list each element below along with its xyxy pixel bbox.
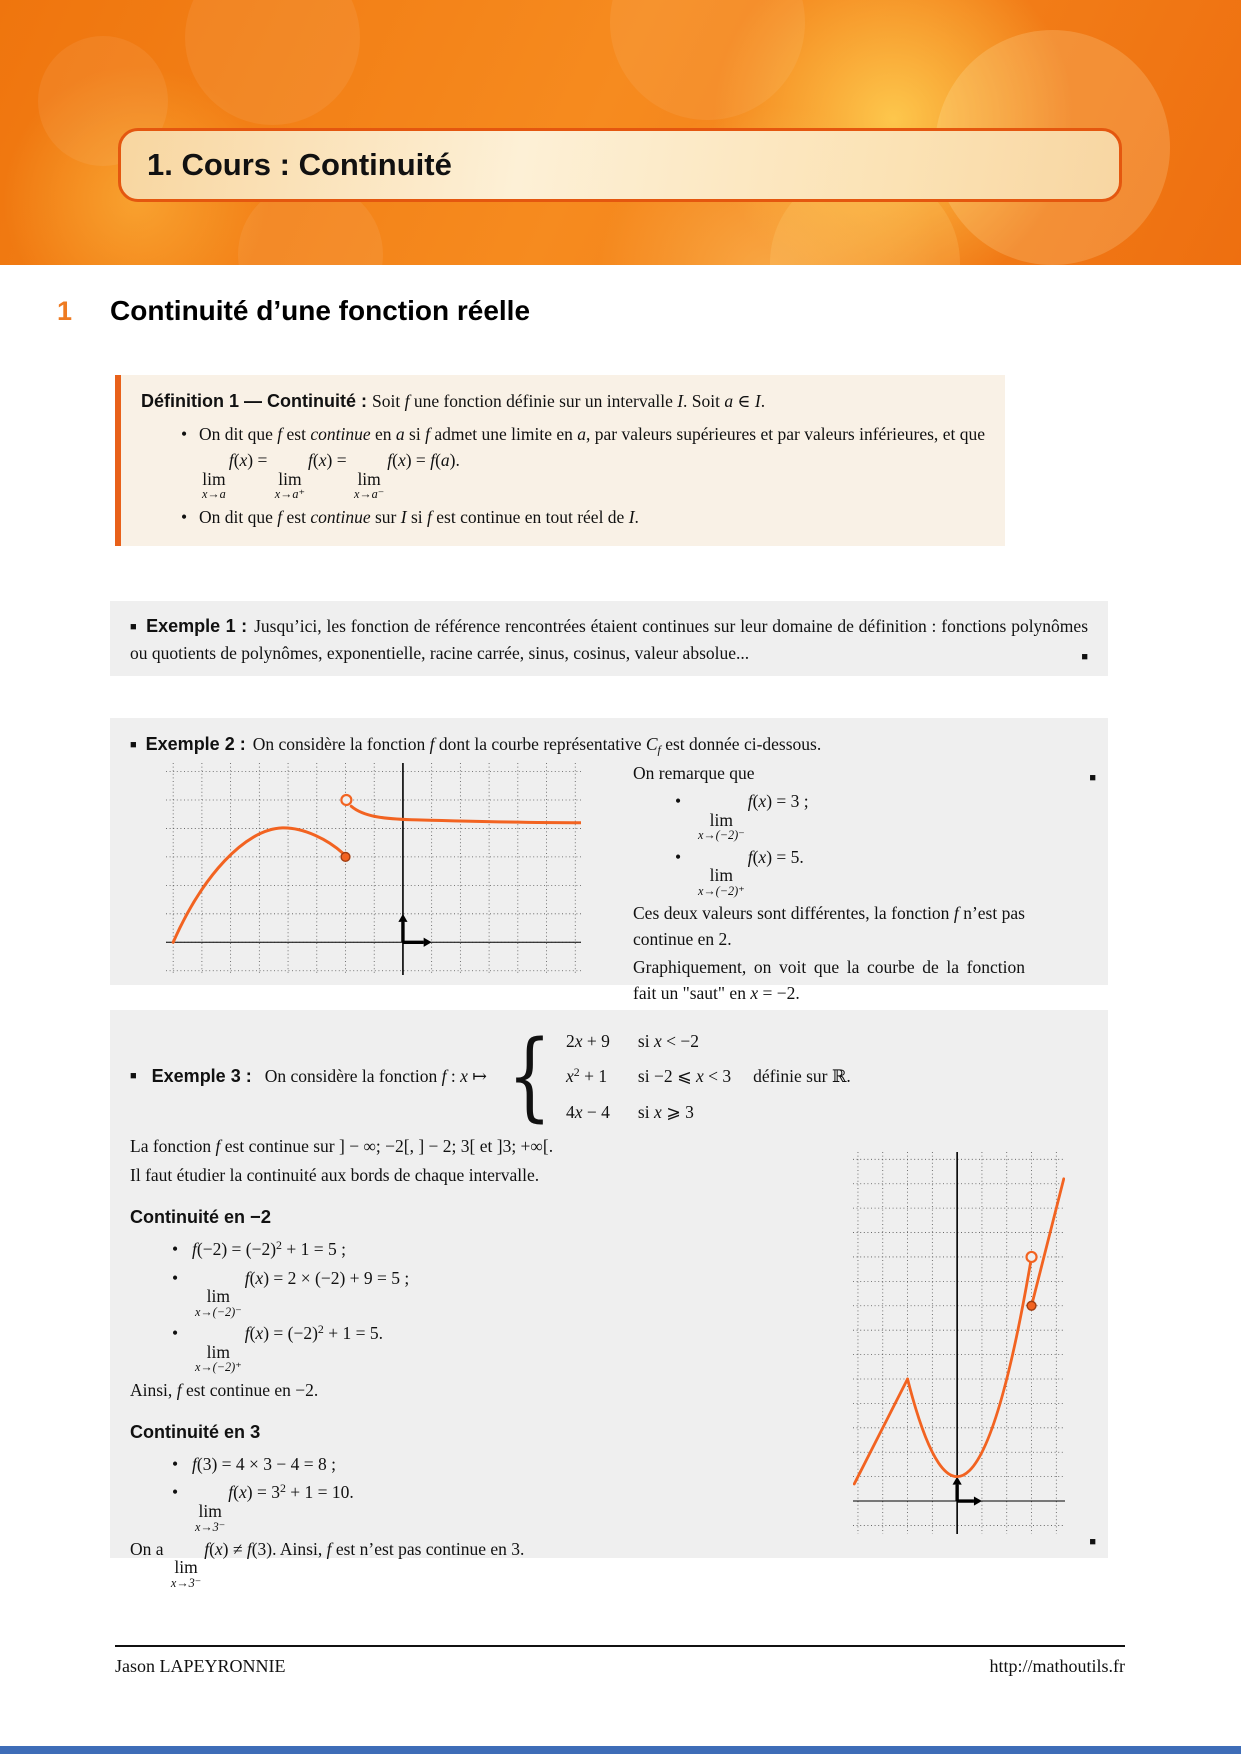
- example2-paragraph: [130, 731, 1088, 758]
- limit-item: • lim x→(−2)⁺ $f(x) = (-2)^2 + 1 = 5$.: [192, 1320, 790, 1374]
- example1-paragraph: [130, 613, 1088, 666]
- bokeh-circle: [610, 0, 805, 120]
- section-heading: [57, 290, 530, 332]
- case-formula: $x^2 + 1$: [566, 1065, 608, 1087]
- example2-limit-list: [633, 788, 1025, 897]
- case-condition: si x < −2: [637, 1031, 699, 1051]
- case-condition: si x ⩾ 3: [637, 1101, 694, 1122]
- definition-bullet: • On dit que f est continue sur I si f est continue en tout réel de I.: [199, 504, 985, 530]
- limit-item: • lim x→(−2)⁺ f(x) = 5.: [695, 844, 1025, 898]
- footer-author: Jason LAPEYRONNIE: [115, 1656, 286, 1676]
- continuity-at-3-list: [130, 1451, 790, 1533]
- example3-body: [130, 1133, 790, 1590]
- definition-box: [115, 375, 1005, 546]
- bottom-blue-bar: [0, 1746, 1241, 1754]
- definition-bullet-list: [141, 421, 985, 530]
- example3-intro: On considère la fonction f : x ↦: [264, 1066, 487, 1087]
- example2-box: [110, 718, 1108, 1004]
- continuity-at-minus2-list: [130, 1236, 790, 1374]
- square-bullet-icon: ■: [130, 621, 138, 633]
- chapter-banner: [0, 0, 1241, 265]
- square-bullet-icon: ■: [130, 739, 137, 751]
- footer: [115, 1653, 1125, 1680]
- function-graph-piecewise: [853, 1152, 1065, 1534]
- piecewise-cases: [566, 1028, 731, 1125]
- example1-box: [110, 601, 1108, 676]
- limit-item: • lim x→(−2)⁻ f(x) = 3 ;: [695, 788, 1025, 842]
- example2-intro: On considère la fonction f dont la courbe représentative Cf est donnée ci-dessous.: [252, 734, 822, 757]
- continuity-at-3-heading: Continuité en 3: [130, 1421, 261, 1443]
- continuity-at-3-conclusion: On a lim x→3⁻ f(x) ≠ f(3). Ainsi, f est n’est pas continue en 3.: [130, 1539, 525, 1591]
- chapter-title: 1. Cours : Continuité: [147, 146, 452, 182]
- section-number: 1: [57, 296, 73, 326]
- limit-item: • f(3) = 4 × 3 − 4 = 8 ;: [192, 1451, 790, 1477]
- bokeh-circle: [185, 0, 360, 125]
- example1-body: Jusqu’ici, les fonction de référence rencontrées étaient continues sur leur domaine de définition : fonctions polynômes ou quotients de polynômes, exponentielle, racine carrée, sinus, cosinus, valeur absolue...: [130, 616, 1088, 663]
- limit-item: • $f(-2) = (-2)^2 + 1 = 5$ ;: [192, 1236, 790, 1262]
- piecewise-brace: {: [507, 1019, 552, 1132]
- example3-label: Exemple 3 :: [151, 1065, 252, 1086]
- example2-label: Exemple 2 :: [145, 734, 246, 754]
- example2-side-text: [633, 758, 1025, 1009]
- footer-divider: [115, 1645, 1125, 1647]
- case-condition: si −2 ⩽ x < 3: [637, 1066, 732, 1087]
- chapter-title-box: [118, 128, 1122, 202]
- definition-bullet: • On dit que f est continue en a si f admet une limite en a, par valeurs supérieures et par valeurs inférieures, et que lim x→a f(x) = lim x→a⁺ f(x) = lim x→a⁻ f(x) = f(a).: [199, 421, 985, 501]
- example3-paragraph: La fonction f est continue sur ] − ∞; −2[, ] − 2; 3[ et ]3; +∞[.: [130, 1135, 554, 1156]
- limit-item: • lim x→(−2)⁻ f(x) = 2 × (−2) + 9 = 5 ;: [192, 1265, 790, 1319]
- square-bullet-icon: ■: [130, 1070, 137, 1083]
- continuity-at-minus2-conclusion: Ainsi, f est continue en −2.: [130, 1379, 319, 1400]
- end-of-example-icon: ■: [1089, 1535, 1096, 1548]
- example2-paragraph-graphic: Graphiquement, on voit que la courbe de la fonction fait un "saut" en x = −2.: [633, 957, 1025, 1004]
- example3-header: [130, 1019, 1088, 1132]
- example3-outro: définie sur ℝ.: [753, 1066, 851, 1087]
- case-formula: 4x − 4: [566, 1101, 610, 1122]
- function-graph-discontinuity: [166, 763, 581, 975]
- example2-paragraph-values: Ces deux valeurs sont différentes, la fonction f n’est pas continue en 2.: [633, 902, 1025, 949]
- footer-site-link[interactable]: http://mathoutils.fr: [989, 1656, 1125, 1676]
- example3-paragraph: Il faut étudier la continuité aux bords de chaque intervalle.: [130, 1165, 540, 1185]
- example3-box: [110, 1010, 1108, 1591]
- end-of-example-icon: ■: [1089, 772, 1096, 784]
- example1-label: Exemple 1 :: [146, 616, 248, 636]
- end-of-example-icon: ■: [1081, 651, 1088, 663]
- case-formula: 2x + 9: [566, 1031, 610, 1051]
- section-title: Continuité d’une fonction réelle: [110, 295, 531, 326]
- example2-remark: On remarque que: [633, 763, 755, 783]
- continuity-at-minus2-heading: Continuité en −2: [130, 1206, 272, 1228]
- definition-intro: Définition 1 — Continuité : Soit f une fonction définie sur un intervalle I. Soit a ∈ I.: [141, 391, 766, 411]
- limit-item: • lim x→3⁻ $f(x) = 3^2 + 1 = 10$.: [192, 1479, 790, 1533]
